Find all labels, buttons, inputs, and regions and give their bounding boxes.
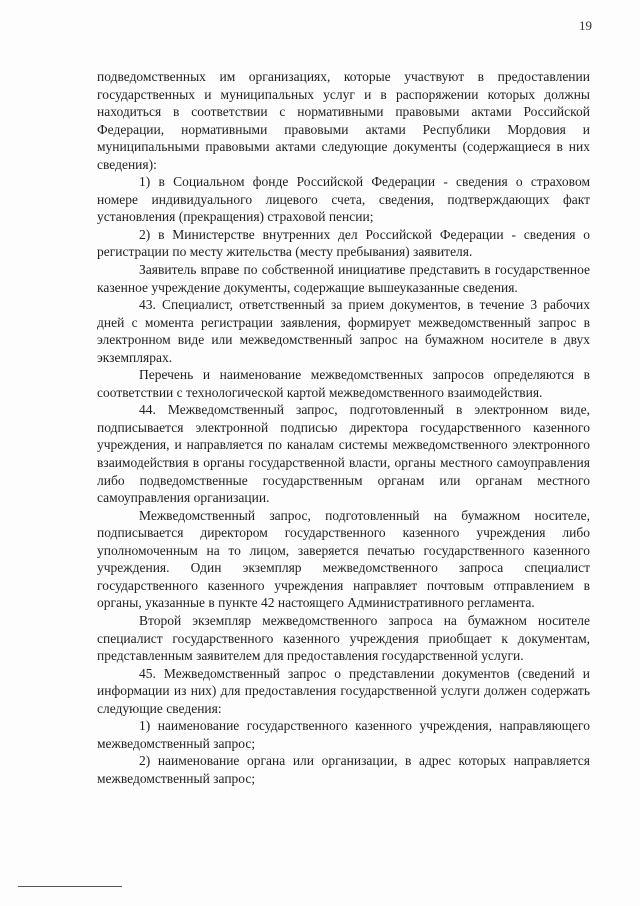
paragraph: Заявитель вправе по собственной инициативе представить в государственное казенное учреждение документы, содержащие вышеуказанные сведения. [97,262,590,295]
footer-divider [18,886,122,887]
paragraph: Межведомственный запрос, подготовленный на бумажном носителе, подписывается директором государственного казенного учреждения либо уполномоченным на то лицом, заверяется печатью государственного казенного учреждения. Один экземпляр межведомственного запроса специалист государственного казенного учреждения направляет почтовым отправлением в органы, указанные в пункте 42 настоящего Административного регламента. [97,507,590,611]
paragraph: подведомственных им организациях, которые участвуют в предоставлении государственных и муниципальных услуг и в распоряжении которых должны находиться в соответствии с нормативными правовыми актами Российской Федерации, нормативными правовыми актами Республики Мордовия и муниципальными правовыми актами следующие документы (содержащиеся в них сведения): [97,69,590,172]
paragraph: 44. Межведомственный запрос, подготовленный в электронном виде, подписывается электронной подписью директора государственного казенного учреждения, и направляется по каналам системы межведомственного электронного взаимодействия в органы государственной власти, органы местного самоуправления либо подведомственные государственным органам или органам местного самоуправления организации. [97,402,590,506]
paragraph: 1) наименование государственного казенного учреждения, направляющего межведомственный запрос; [97,718,590,751]
paragraph: 45. Межведомственный запрос о представлении документов (сведений и информации из них) для предоставления государственной услуги должен содержать следующие сведения: [97,665,590,716]
paragraph: 2) в Министерстве внутренних дел Российской Федерации - сведения о регистрации по месту жительства (месту пребывания) заявителя. [97,226,590,260]
paragraph: 43. Специалист, ответственный за прием документов, в течение 3 рабочих дней с момента регистрации заявления, формирует межведомственный запрос в электронном виде или межведомственный запрос на бумажном носителе в двух экземплярах. [97,297,590,365]
paragraph: 1) в Социальном фонде Российской Федерации - сведения о страховом номере индивидуального лицевого счета, сведения, подтверждающих факт установления (прекращения) страховой пенсии; [97,174,590,225]
page-number: 19 [579,18,592,33]
paragraph: Второй экземпляр межведомственного запроса на бумажном носителе специалист государственного казенного учреждения приобщает к документам, представленным заявителем для предоставления государственной услуги. [97,612,590,664]
document-body [97,68,590,787]
paragraph: Перечень и наименование межведомственных запросов определяются в соответствии с технологической картой межведомственного взаимодействия. [97,367,590,400]
paragraph: 2) наименование органа или организации, в адрес которых направляется межведомственный запрос; [97,753,590,786]
